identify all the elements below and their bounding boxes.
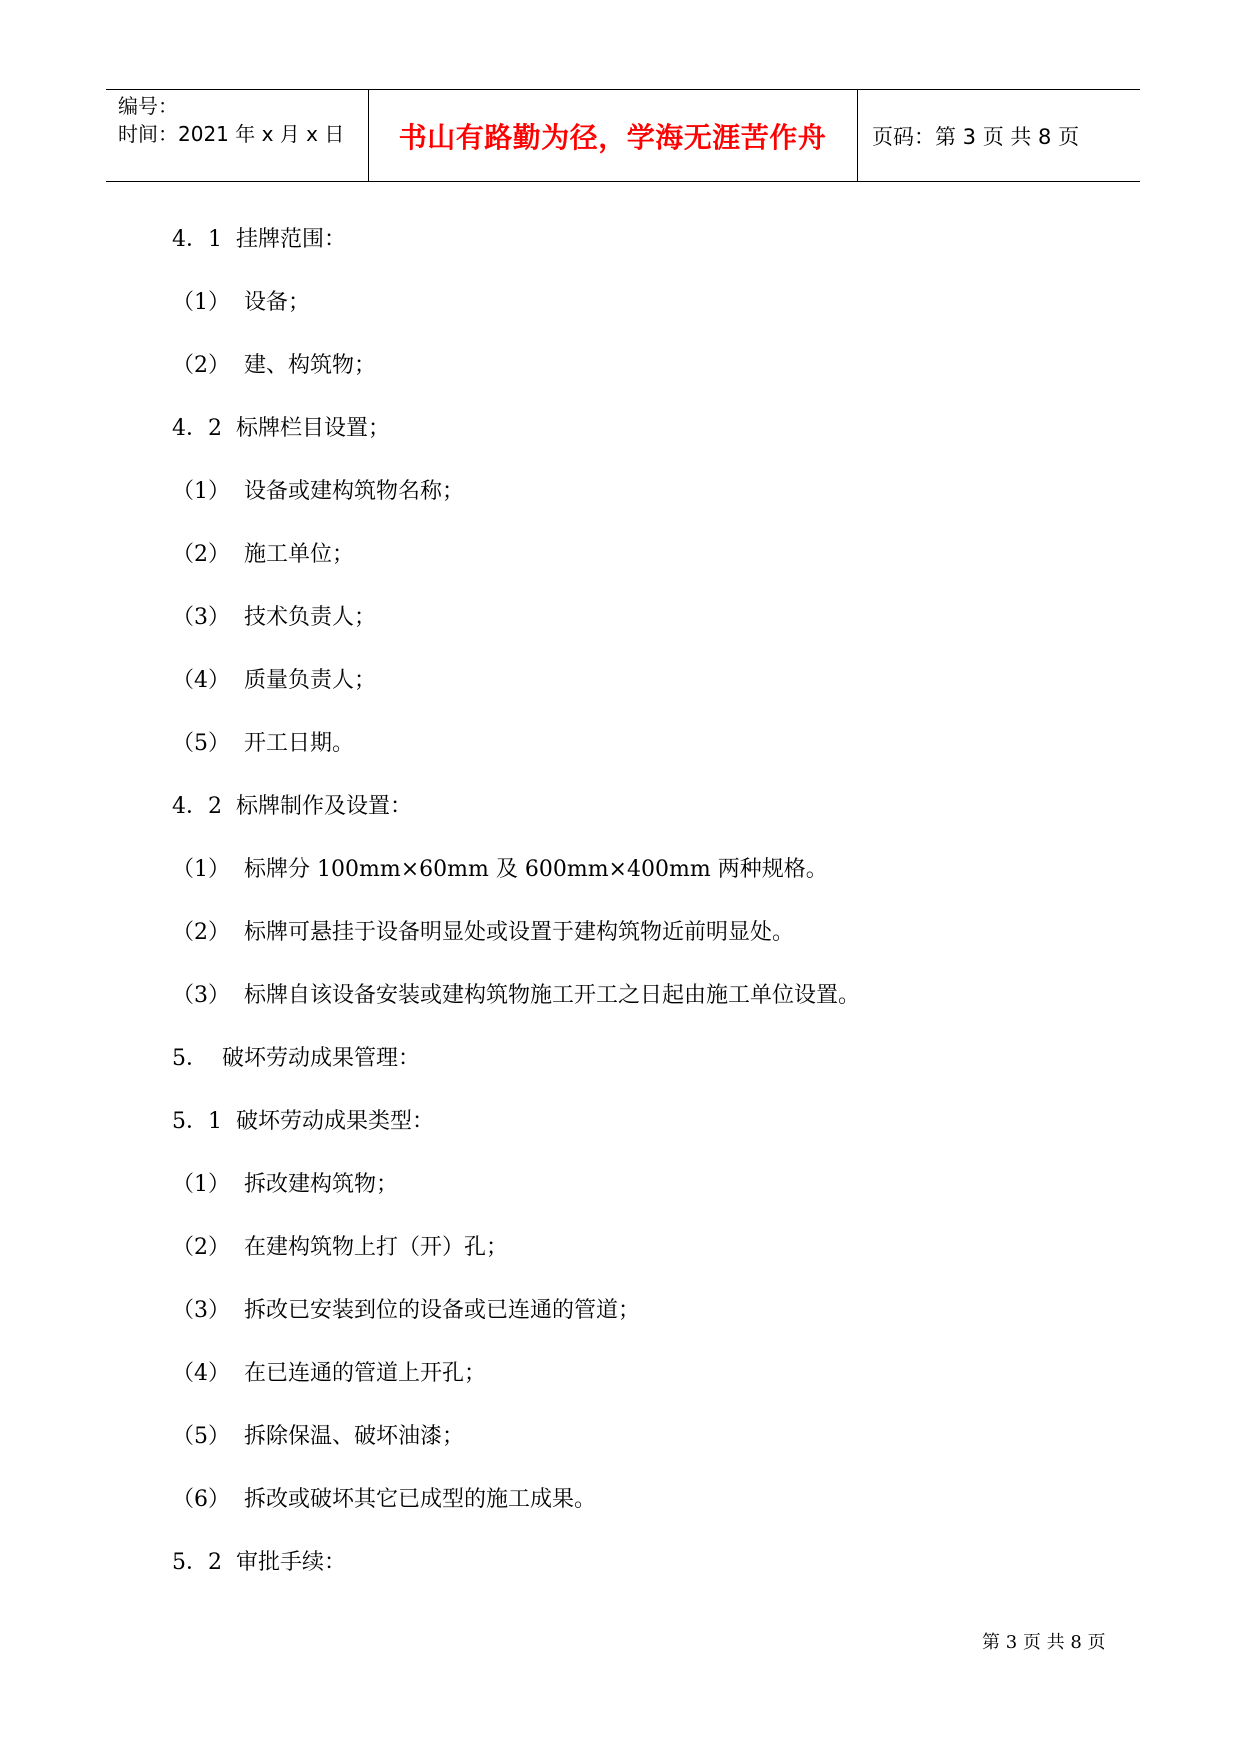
line-text: 施工单位； — [244, 542, 355, 567]
line-text: 审批手续： — [236, 1550, 347, 1575]
line-text: 在建构筑物上打（开）孔； — [244, 1235, 509, 1260]
line-number: （2） — [172, 1235, 230, 1260]
body-line — [172, 982, 860, 1010]
body-line — [172, 1045, 420, 1073]
line-number: （3） — [172, 983, 230, 1008]
line-text: 建、构筑物； — [244, 353, 377, 378]
body-line — [172, 1171, 398, 1199]
line-number: （1） — [172, 290, 230, 315]
body-line — [172, 352, 376, 380]
page-footer: 第 3 页 共 8 页 — [982, 1632, 1106, 1653]
body-line — [172, 1423, 464, 1451]
line-number: （3） — [172, 605, 230, 630]
body-line — [172, 604, 376, 632]
body-line — [172, 1360, 486, 1388]
body-line — [172, 289, 310, 317]
header-motto: 书山有路勤为径，学海无涯苦作舟 — [398, 120, 827, 154]
line-number: （6） — [172, 1487, 230, 1512]
code-label: 编号： — [118, 94, 178, 118]
line-number: （5） — [172, 1424, 230, 1449]
line-number: 4．2 — [172, 794, 222, 819]
line-number: 5．1 — [172, 1109, 222, 1134]
line-text: 拆改建构筑物； — [244, 1172, 399, 1197]
body-line — [172, 1108, 434, 1136]
body-line — [172, 478, 464, 506]
body-line — [172, 730, 354, 758]
line-number: （1） — [172, 1172, 230, 1197]
body-line — [172, 541, 354, 569]
line-text: 拆除保温、破坏油漆； — [244, 1424, 465, 1449]
body-line — [172, 667, 376, 695]
line-number: （5） — [172, 731, 230, 756]
line-text: 设备； — [244, 290, 311, 315]
line-number: （1） — [172, 857, 230, 882]
line-text: 破坏劳动成果类型： — [236, 1109, 435, 1134]
body-line — [172, 1234, 508, 1262]
time-label: 时间：2021 年 x 月 x 日 — [118, 122, 345, 146]
body-line — [172, 1486, 596, 1514]
line-text: 在已连通的管道上开孔； — [244, 1361, 487, 1386]
line-text: 开工日期。 — [244, 731, 355, 756]
line-number: （4） — [172, 1361, 230, 1386]
line-text: 挂牌范围： — [236, 227, 347, 252]
line-number: （4） — [172, 668, 230, 693]
line-text: 设备或建构筑物名称； — [244, 479, 465, 504]
line-text: 标牌可悬挂于设备明显处或设置于建构筑物近前明显处。 — [244, 920, 795, 945]
line-number: （2） — [172, 920, 230, 945]
line-text: 拆改或破坏其它已成型的施工成果。 — [244, 1487, 597, 1512]
body-line — [172, 415, 390, 443]
line-text: 技术负责人； — [244, 605, 377, 630]
line-number: （3） — [172, 1298, 230, 1323]
body-line — [172, 1297, 640, 1325]
body-line — [172, 226, 346, 254]
line-number: 5． — [172, 1046, 208, 1071]
body-line — [172, 793, 412, 821]
line-number: 4．1 — [172, 227, 222, 252]
body-line — [172, 856, 828, 884]
line-number: （2） — [172, 353, 230, 378]
line-number: 4．2 — [172, 416, 222, 441]
body-line — [172, 919, 794, 947]
header-page-info: 页码：第 3 页 共 8 页 — [872, 124, 1080, 149]
line-text: 拆改已安装到位的设备或已连通的管道； — [244, 1298, 641, 1323]
document-header — [106, 89, 1140, 182]
line-number: （2） — [172, 542, 230, 567]
line-text: 标牌自该设备安装或建构筑物施工开工之日起由施工单位设置。 — [244, 983, 861, 1008]
line-number: （1） — [172, 479, 230, 504]
line-text: 破坏劳动成果管理： — [222, 1046, 421, 1071]
line-text: 标牌栏目设置； — [236, 416, 391, 441]
line-text: 质量负责人； — [244, 668, 377, 693]
body-line — [172, 1549, 346, 1577]
header-meta — [118, 92, 344, 148]
line-text: 标牌制作及设置： — [236, 794, 413, 819]
header-divider — [857, 90, 858, 181]
line-text: 标牌分 100mm×60mm 及 600mm×400mm 两种规格。 — [244, 857, 828, 882]
line-number: 5．2 — [172, 1550, 222, 1575]
